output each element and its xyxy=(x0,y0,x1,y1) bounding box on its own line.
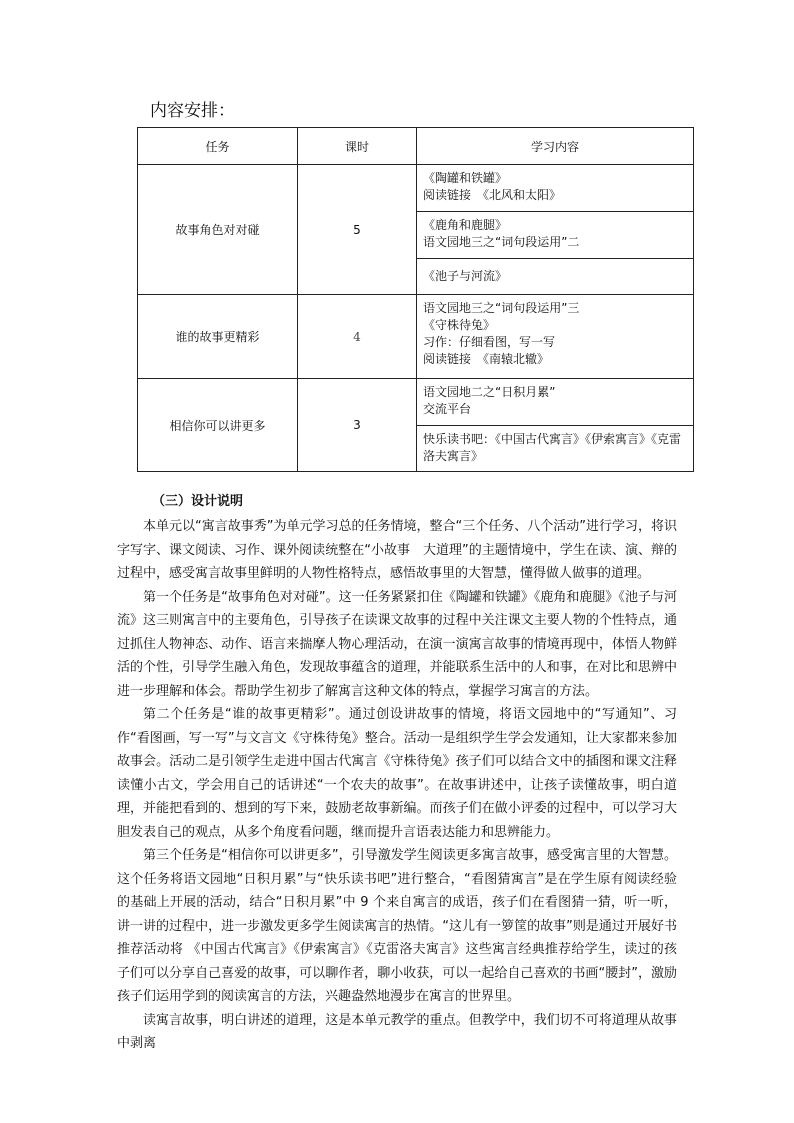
design-description xyxy=(117,515,677,1056)
content-line: 《鹿角和鹿腿》 xyxy=(423,218,508,232)
paragraph: 第一个任务是“故事角色对对碰”。这一任务紧紧扣住《陶罐和铁罐》《鹿角和鹿腿》《池子与河流》这三则寓言中的主要角色，引导孩子在读课文故事的过程中关注课文主要人物的个性特点，通过抓住人物神态、动作、语言来揣摩人物心理活动，在演一演寓言故事的情境再现中，体悟人物鲜活的个性，引导学生融入角色，发现故事蕴含的道理，并能联系生活中的人和事，在对比和思辨中进一步理解和体会。帮助学生初步了解寓言这种文体的特点，掌握学习寓言的方法。 xyxy=(117,589,677,699)
task-hours: 5 xyxy=(298,165,417,295)
table-row xyxy=(138,165,694,212)
section-title: （三）设计说明 xyxy=(152,494,244,509)
content-line: 语文园地三之“词句段运用”二 xyxy=(423,235,580,249)
task-name: 相信你可以讲更多 xyxy=(138,379,298,472)
content-line: 《守株待兔》 xyxy=(423,318,496,332)
task-hours: 3 xyxy=(298,379,417,472)
content-table xyxy=(137,127,694,472)
table-row xyxy=(138,295,694,379)
content-line: 《陶罐和铁罐》 xyxy=(423,171,508,185)
content-line: 阅读链接 《北风和太阳》 xyxy=(423,188,562,202)
header-hours: 课时 xyxy=(298,128,417,165)
paragraph: 本单元以“寓言故事秀”为单元学习总的任务情境，整合“三个任务、八个活动”进行学习，将识字写字、课文阅读、习作、课外阅读统整在“小故事 大道理”的主题情境中，学生在读、演、辩的过程中，感受寓言故事里鲜明的人物性格特点，感悟故事里的大智慧，懂得做人做事的道理。 xyxy=(117,519,677,581)
content-cell xyxy=(417,259,694,295)
content-cell xyxy=(417,426,694,472)
table-row xyxy=(138,379,694,426)
task-name: 谁的故事更精彩 xyxy=(138,295,298,379)
header-task: 任务 xyxy=(138,128,298,165)
paragraph: 第二个任务是“谁的故事更精彩”。通过创设讲故事的情境，将语文园地中的“写通知”、习作“看图画，写一写”与文言文《守株待兔》整合。活动一是组织学生学会发通知，让大家都来参加故事会。活动二是引领学生走进中国古代寓言《守株待兔》孩子们可以结合文中的插图和课文注释读懂小古文，学会用自己的话讲述“一个农夫的故事”。在故事讲述中，让孩子读懂故事，明白道理，并能把看到的、想到的写下来，鼓励老故事新编。而孩子们在做小评委的过程中，可以学习大胆发表自己的观点，从多个角度看问题，继而提升言语表达能力和思辨能力。 xyxy=(117,707,677,840)
section-heading: 内容安排： xyxy=(150,101,235,121)
task-hours: 4 xyxy=(298,295,417,379)
content-line: 习作：仔细看图，写一写 xyxy=(423,335,556,349)
table-header-row xyxy=(138,128,694,165)
content-cell xyxy=(417,165,694,212)
content-cell xyxy=(417,379,694,426)
content-cell xyxy=(417,295,694,379)
header-content: 学习内容 xyxy=(417,128,694,165)
content-line: 《池子与河流》 xyxy=(423,269,508,283)
paragraph: 读寓言故事，明白讲述的道理，这是本单元教学的重点。但教学中，我们切不可将道理从故事中剥离 xyxy=(117,1012,677,1051)
content-line: 语文园地二之“日积月累” xyxy=(423,385,556,399)
content-line: 快乐读书吧：《中国古代寓言》《伊索寓言》《克雷洛夫寓言》 xyxy=(423,432,682,463)
paragraph: 第三个任务是“相信你可以讲更多”，引导激发学生阅读更多寓言故事，感受寓言里的大智慧。 这个任务将语文园地“日积月累”与“快乐读书吧”进行整合，“看图猜寓言”是在学生原有阅读经验的基础上开展的活动，结合“日积月累”中 9 个来自寓言的成语，孩子们在看图猜一猜，听一听，讲一讲的过程中，进一步激发更多学生阅读寓言的热情。“这儿有一箩筐的故事”则是通过开展好书推荐活动将 《中国古代寓言》《伊索寓言》《克雷洛夫寓言》这些寓言经典推荐给学生，读过的孩子们可以分享自己喜爱的故事，可以聊作者，聊小收获，可以一起给自己喜欢的书画“腰封”，激励孩子们运用学到的阅读寓言的方法，兴趣盎然地漫步在寓言的世界里。 xyxy=(117,848,677,1004)
content-line: 语文园地三之“词句段运用”三 xyxy=(423,301,580,315)
content-cell xyxy=(417,212,694,259)
task-name: 故事角色对对碰 xyxy=(138,165,298,295)
content-line: 交流平台 xyxy=(423,402,472,416)
content-line: 阅读链接 《南辕北辙》 xyxy=(423,352,550,366)
